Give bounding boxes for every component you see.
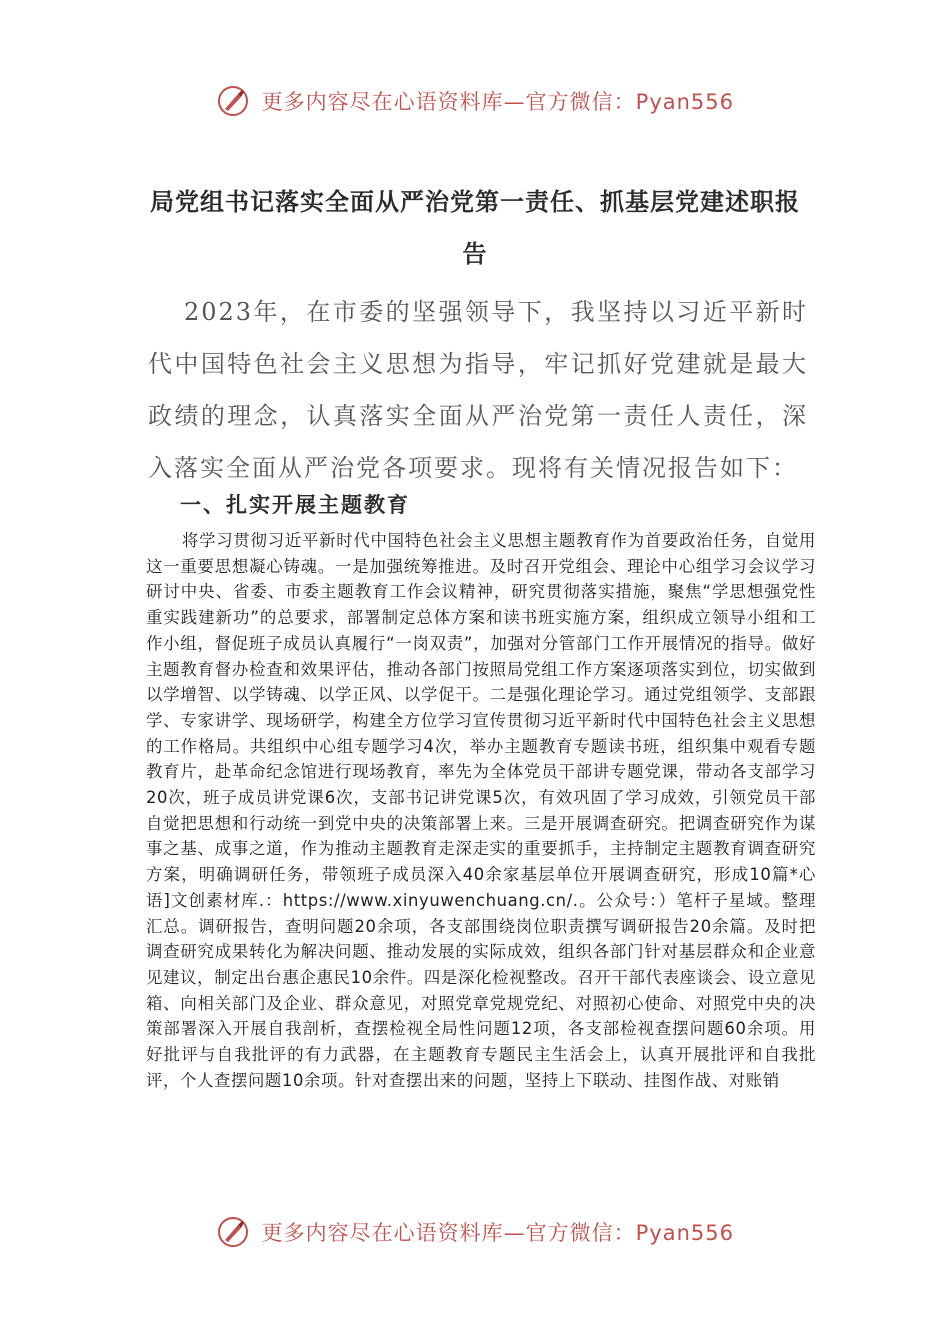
header-watermark (0, 84, 950, 118)
watermark-text: 更多内容尽在心语资料库—官方微信：Pyan556 (261, 1221, 735, 1245)
pen-logo-icon (216, 1215, 250, 1249)
intro-paragraph: 2023年，在市委的坚强领导下，我坚持以习近平新时代中国特色社会主义思想为指导，牢记抓好党建就是最大政绩的理念，认真落实全面从严治党第一责任人责任，深入落实全面从严治党各项要求。现将有关情况报告如下： (148, 298, 808, 482)
watermark-text: 更多内容尽在心语资料库—官方微信：Pyan556 (261, 90, 735, 114)
section-body-paragraph: 将学习贯彻习近平新时代中国特色社会主义思想主题教育作为首要政治任务，自觉用这一重要思想凝心铸魂。一是加强统筹推进。及时召开党组会、理论中心组学习会议学习研讨中央、省委、市委主题教育工作会议精神，研究贯彻落实措施，聚焦“学思想强党性重实践建新功”的总要求，部署制定总体方案和读书班实施方案，组织成立领导小组和工作小组，督促班子成员认真履行“一岗双责”，加强对分管部门工作开展情况的指导。做好主题教育督办检查和效果评估，推动各部门按照局党组工作方案逐项落实到位，切实做到以学增智、以学铸魂、以学正风、以学促干。二是强化理论学习。通过党组领学、支部跟学、专家讲学、现场研学，构建全方位学习宣传贯彻习近平新时代中国特色社会主义思想的工作格局。共组织中心组专题学习4次，举办主题教育专题读书班，组织集中观看专题教育片，赴革命纪念馆进行现场教育，率先为全体党员干部讲专题党课，带动各支部学习20次，班子成员讲党课6次，支部书记讲党课5次，有效巩固了学习成效，引领党员干部自觉把思想和行动统一到党中央的决策部署上来。三是开展调查研究。把调查研究作为谋事之基、成事之道，作为推动主题教育走深走实的重要抓手，主持制定主题教育调查研究方案，明确调研任务，带领班子成员深入40余家基层单位开展调查研究，形成10篇*心语]文创素材库.：https://www.xinyuwenchuang.cn/.。公众号：）笔杆子星域。整理汇总。调研报告，查明问题20余项，各支部围绕岗位职责撰写调研报告20余篇。及时把调查研究成果转化为解决问题、推动发展的实际成效，组织各部门针对基层群众和企业意见建议，制定出台惠企惠民10余件。四是深化检视整改。召开干部代表座谈会、设立意见箱、向相关部门及企业、群众意见，对照党章党规党纪、对照初心使命、对照党中央的决策部署深入开展自我剖析，查摆检视全局性问题12项，各支部检视查摆问题60余项。用好批评与自我批评的有力武器，在主题教育专题民主生活会上，认真开展批评和自我批评，个人查摆问题10余项。针对查摆出来的问题，坚持上下联动、挂图作战、对账销 (146, 531, 816, 1090)
footer-watermark (0, 1215, 950, 1249)
pen-logo-icon (216, 84, 250, 118)
document-title: 局党组书记落实全面从严治党第一责任、抓基层党建述职报告 (150, 188, 800, 268)
section-heading: 一、扎实开展主题教育 (180, 493, 410, 517)
